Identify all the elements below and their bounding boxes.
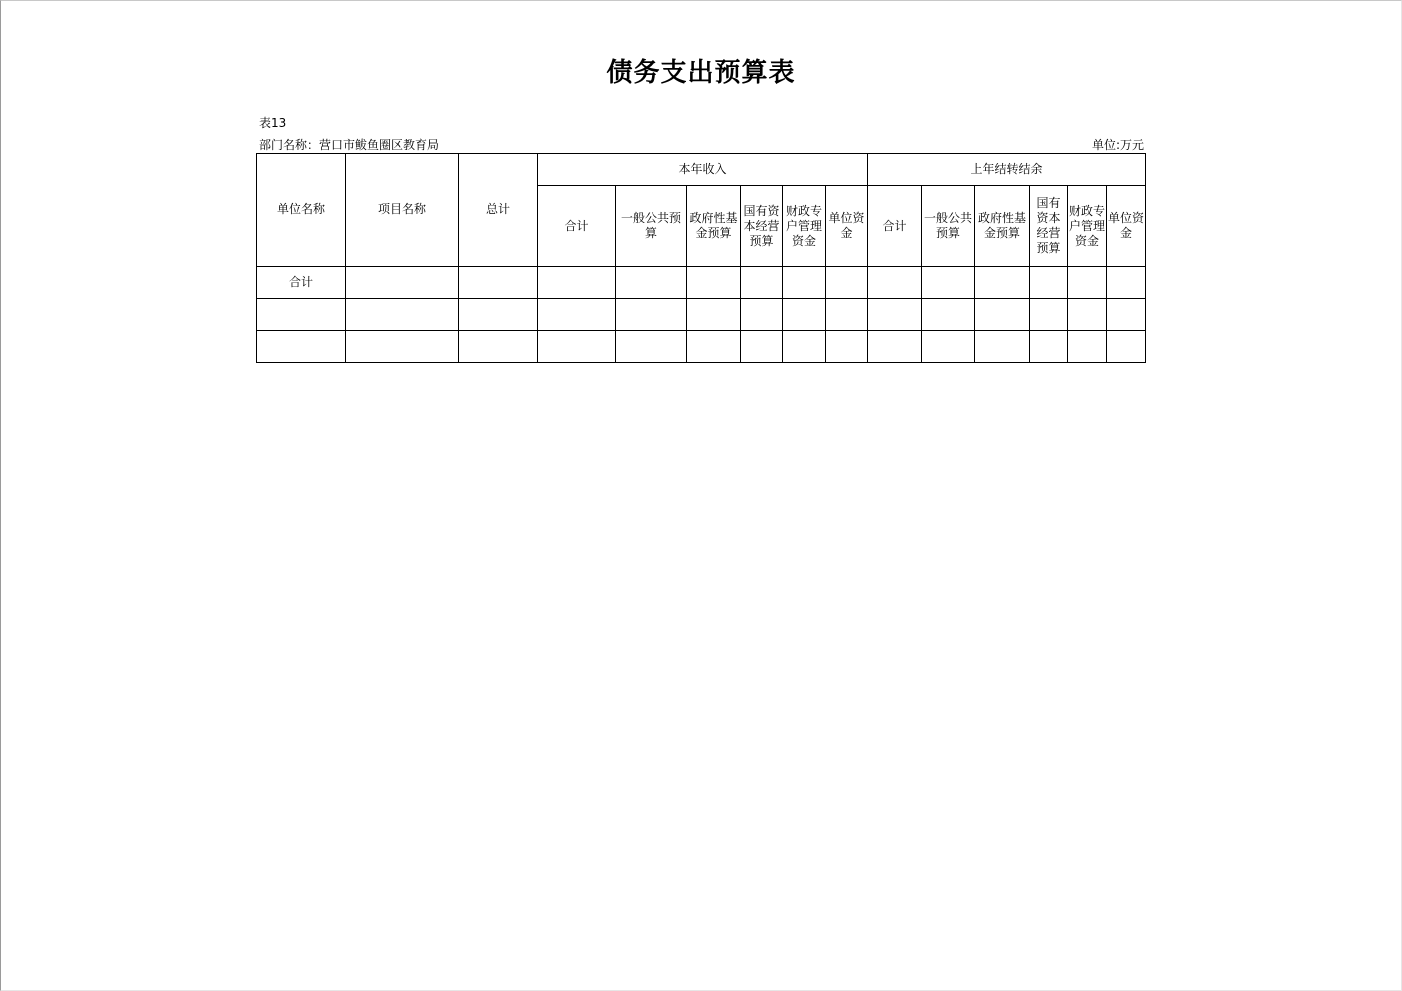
header-carryover: 上年结转结余 [868, 154, 1146, 186]
cell-value [538, 331, 616, 363]
cell-value [1030, 299, 1068, 331]
header-current-special-account: 财政专户管理资金 [783, 186, 826, 267]
cell-value [616, 331, 687, 363]
cell-value [1107, 299, 1146, 331]
header-carry-total: 合计 [868, 186, 922, 267]
table-row [257, 299, 1146, 331]
cell-value [1068, 299, 1107, 331]
cell-total [459, 299, 538, 331]
cell-value [687, 331, 741, 363]
cell-value [741, 331, 783, 363]
cell-value [783, 267, 826, 299]
cell-total [459, 267, 538, 299]
header-carry-fund-budget: 政府性基金预算 [975, 186, 1030, 267]
cell-value [868, 267, 922, 299]
cell-value [975, 299, 1030, 331]
table-number: 表13 [259, 116, 287, 130]
header-carry-special-account: 财政专户管理资金 [1068, 186, 1107, 267]
header-unit-name: 单位名称 [257, 154, 346, 267]
cell-value [922, 299, 975, 331]
cell-value [1030, 267, 1068, 299]
cell-value [826, 331, 868, 363]
cell-unit-name: 合计 [257, 267, 346, 299]
cell-value [616, 299, 687, 331]
cell-value [922, 267, 975, 299]
header-current-general-budget: 一般公共预算 [616, 186, 687, 267]
header-current-fund-budget: 政府性基金预算 [687, 186, 741, 267]
cell-value [1068, 267, 1107, 299]
cell-project-name [346, 331, 459, 363]
unit-label: 单位:万元 [1091, 138, 1144, 152]
header-current-income: 本年收入 [538, 154, 868, 186]
cell-value [1107, 267, 1146, 299]
cell-value [1068, 331, 1107, 363]
header-row-1 [257, 154, 1146, 186]
cell-value [741, 267, 783, 299]
cell-value [826, 299, 868, 331]
cell-total [459, 331, 538, 363]
header-carry-state-capital: 国有资本经营预算 [1030, 186, 1068, 267]
cell-unit-name [257, 331, 346, 363]
header-project-name: 项目名称 [346, 154, 459, 267]
cell-value [975, 331, 1030, 363]
header-current-state-capital: 国有资本经营预算 [741, 186, 783, 267]
cell-value [868, 299, 922, 331]
cell-value [975, 267, 1030, 299]
cell-value [538, 299, 616, 331]
table-row [257, 331, 1146, 363]
cell-value [922, 331, 975, 363]
page-title: 债务支出预算表 [606, 58, 796, 88]
cell-value [616, 267, 687, 299]
cell-unit-name [257, 299, 346, 331]
department-name: 部门名称：营口市鲅鱼圈区教育局 [259, 138, 440, 152]
cell-value [687, 267, 741, 299]
table-row [257, 267, 1146, 299]
cell-value [826, 267, 868, 299]
cell-value [1107, 331, 1146, 363]
cell-value [687, 299, 741, 331]
cell-value [741, 299, 783, 331]
cell-value [783, 331, 826, 363]
cell-value [1030, 331, 1068, 363]
header-current-unit-funds: 单位资金 [826, 186, 868, 267]
budget-table [256, 153, 1146, 363]
cell-project-name [346, 267, 459, 299]
header-carry-general-budget: 一般公共预算 [922, 186, 975, 267]
header-current-total: 合计 [538, 186, 616, 267]
header-carry-unit-funds: 单位资金 [1107, 186, 1146, 267]
cell-value [868, 331, 922, 363]
cell-value [783, 299, 826, 331]
cell-value [538, 267, 616, 299]
header-total: 总计 [459, 154, 538, 267]
cell-project-name [346, 299, 459, 331]
